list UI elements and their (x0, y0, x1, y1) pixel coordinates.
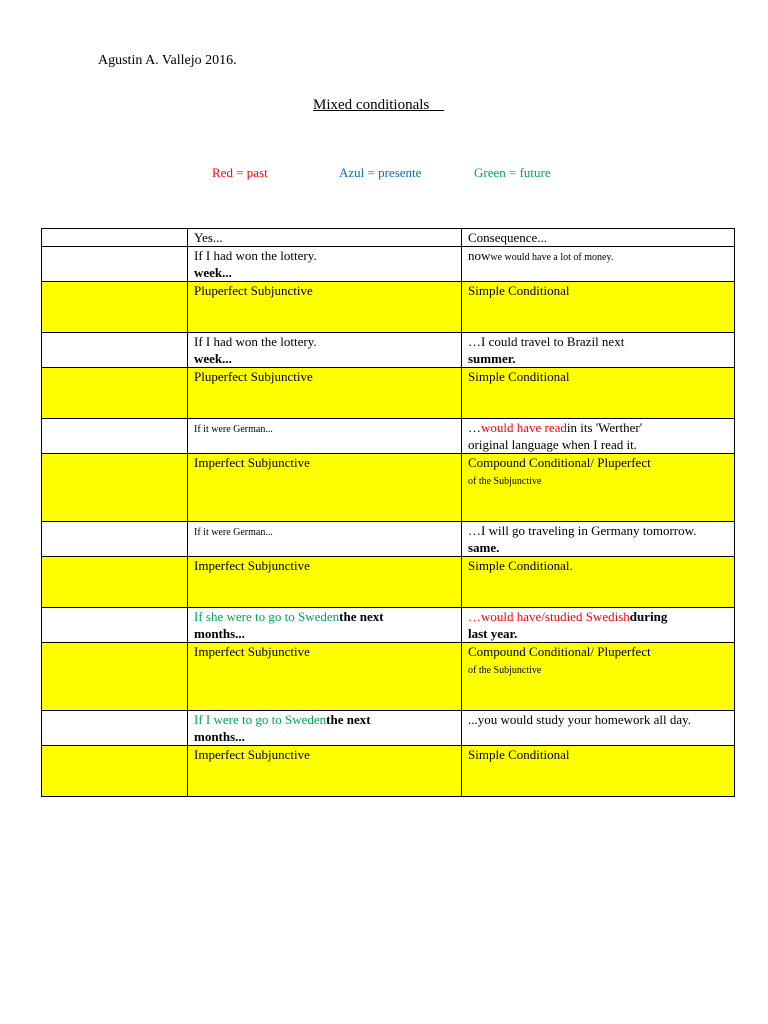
if-clause-cell (188, 419, 462, 454)
if-clause-future-text: If I were to go to Sweden (194, 712, 327, 727)
table-cell (42, 368, 188, 419)
table-cell (42, 643, 188, 711)
if-clause-text: the next (326, 712, 371, 727)
consequence-continuation: original language when I read it. (468, 437, 637, 452)
consequence-cell (462, 711, 735, 746)
if-clause-future-text: If she were to go to Sweden (194, 609, 340, 624)
consequence-past-text: would have read (481, 420, 567, 435)
tense-row (42, 454, 735, 522)
tense-consequence-cell (462, 454, 735, 522)
consequence-cell (462, 247, 735, 282)
title-text: Mixed conditionals (313, 97, 430, 113)
if-clause-text: the next (339, 609, 384, 624)
if-clause-cell (188, 333, 462, 368)
consequence-continuation: last year. (468, 626, 518, 641)
tense-if-cell: Imperfect Subjunctive (188, 454, 462, 522)
table-cell (42, 608, 188, 643)
consequence-text: ...you would study your homework all day. (468, 712, 692, 727)
table-cell (42, 282, 188, 333)
tense-consequence-small-text: of the Subjunctive (468, 665, 542, 676)
table-cell (42, 557, 188, 608)
tense-row (42, 557, 735, 608)
consequence-text: …I will go traveling in Germany tomorrow. (468, 523, 697, 538)
if-clause-text: If it were German... (194, 424, 273, 435)
tense-consequence-small-text: of the Subjunctive (468, 476, 542, 487)
if-clause-cell (188, 711, 462, 746)
tense-if-cell: Pluperfect Subjunctive (188, 368, 462, 419)
consequence-cell (462, 608, 735, 643)
if-clause-cell (188, 608, 462, 643)
table-cell (42, 419, 188, 454)
document-title (313, 97, 444, 114)
tense-if-cell: Pluperfect Subjunctive (188, 282, 462, 333)
if-clause-text: If I had won the lottery. (194, 248, 317, 263)
table-header-row (42, 229, 735, 247)
tense-consequence-cell: Simple Conditional (462, 368, 735, 419)
if-clause-continuation: months... (194, 626, 245, 641)
tense-row (42, 643, 735, 711)
tense-consequence-cell: Simple Conditional. (462, 557, 735, 608)
if-clause-cell (188, 247, 462, 282)
tense-row (42, 368, 735, 419)
tense-consequence-cell: Simple Conditional (462, 746, 735, 797)
tense-row (42, 746, 735, 797)
consequence-cell (462, 333, 735, 368)
conditionals-table (41, 228, 735, 797)
tense-if-cell: Imperfect Subjunctive (188, 643, 462, 711)
header-consequence: Consequence... (462, 229, 735, 247)
table-cell (42, 333, 188, 368)
table-row (42, 522, 735, 557)
if-clause-continuation: months... (194, 729, 245, 744)
consequence-text: during (629, 609, 668, 624)
consequence-cell (462, 522, 735, 557)
table-cell (42, 746, 188, 797)
header-yes: Yes... (188, 229, 462, 247)
if-clause-continuation: week... (194, 265, 232, 280)
table-row (42, 711, 735, 746)
tense-if-cell: Imperfect Subjunctive (188, 557, 462, 608)
table-row (42, 608, 735, 643)
tense-row (42, 282, 735, 333)
table-cell (42, 247, 188, 282)
if-clause-text: If I had won the lottery. (194, 334, 317, 349)
legend-green: Green = future (474, 165, 551, 180)
consequence-text: now (468, 248, 491, 263)
consequence-text: in its 'Werther' (566, 420, 643, 435)
table-cell (42, 229, 188, 247)
tense-if-cell: Imperfect Subjunctive (188, 746, 462, 797)
if-clause-cell (188, 522, 462, 557)
consequence-continuation: summer. (468, 351, 516, 366)
legend-red: Red = past (212, 165, 268, 180)
tense-consequence-text: Compound Conditional/ Pluperfect (468, 455, 651, 470)
if-clause-continuation: week... (194, 351, 232, 366)
consequence-cell (462, 419, 735, 454)
legend-blue: Azul = presente (339, 165, 422, 180)
consequence-continuation: same. (468, 540, 500, 555)
tense-consequence-text: Compound Conditional/ Pluperfect (468, 644, 651, 659)
table-row (42, 419, 735, 454)
consequence-ellipsis: … (468, 420, 481, 435)
consequence-small-text: we would have a lot of money. (490, 252, 614, 263)
table-row (42, 247, 735, 282)
table-cell (42, 711, 188, 746)
table-cell (42, 454, 188, 522)
author-line: Agustin A. Vallejo 2016. (98, 53, 237, 68)
consequence-ellipsis: … (468, 609, 481, 624)
table-cell (42, 522, 188, 557)
consequence-past-text: would have/studied Swedish (481, 609, 630, 624)
tense-consequence-cell: Simple Conditional (462, 282, 735, 333)
consequence-text: …I could travel to Brazil next (468, 334, 625, 349)
table-row (42, 333, 735, 368)
tense-consequence-cell (462, 643, 735, 711)
if-clause-text: If it were German... (194, 527, 273, 538)
